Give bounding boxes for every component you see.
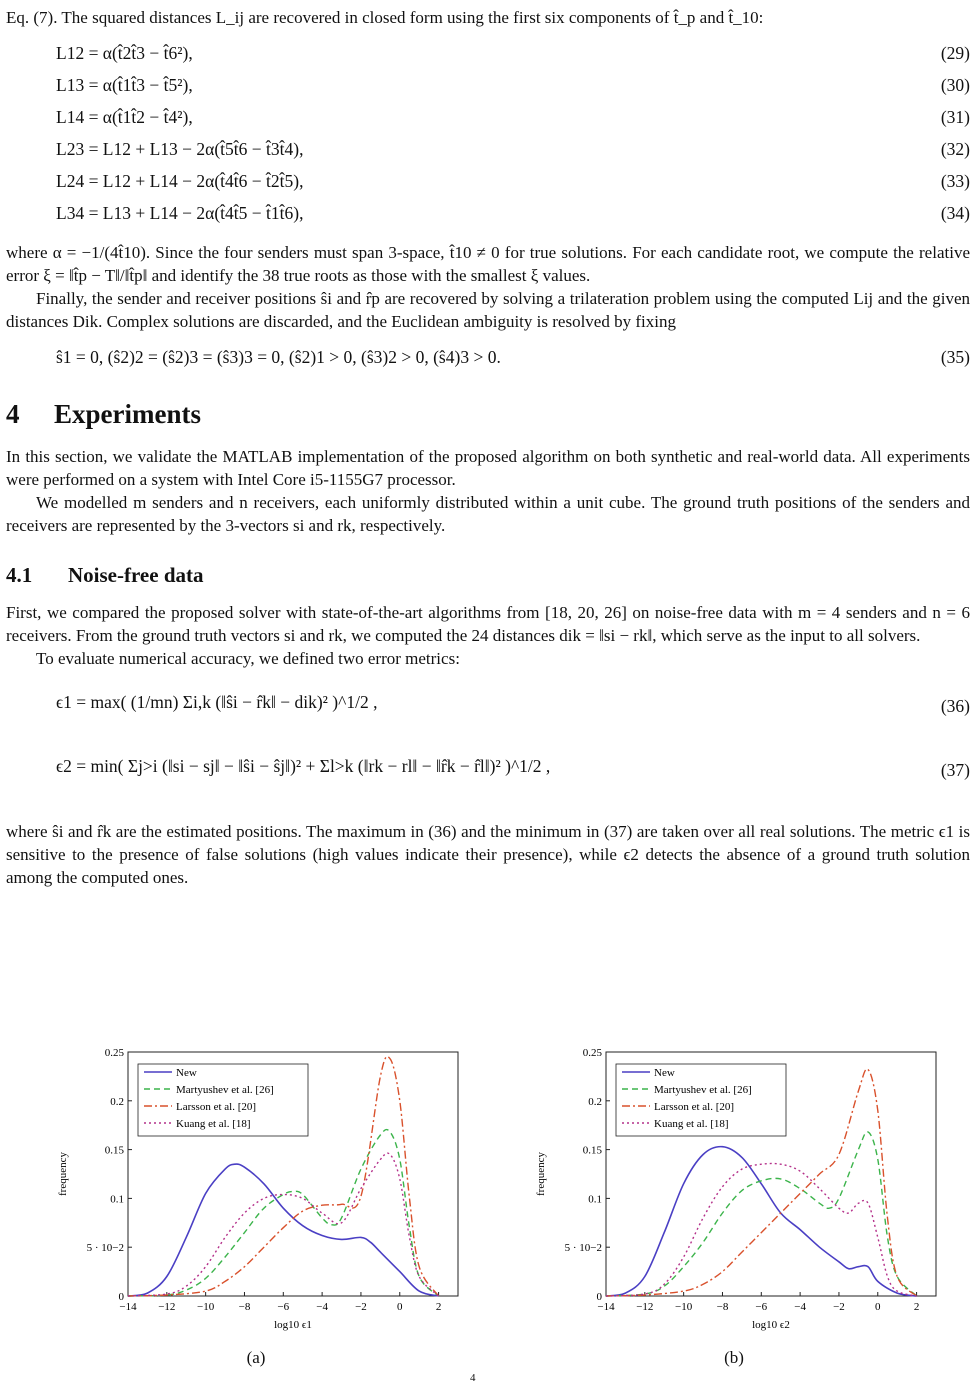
- subsection-heading: [6, 561, 970, 589]
- series-line-new: [128, 1164, 439, 1296]
- y-axis-label: frequency: [57, 1152, 69, 1196]
- x-tick-label: −14: [119, 1301, 137, 1313]
- paper-page: [6, 0, 970, 889]
- y-tick-label: 0.15: [582, 1144, 602, 1157]
- equation-35: ŝ1 = 0, (ŝ2)2 = (ŝ2)3 = (ŝ3)3 = 0, (ŝ2)1 > 0, (ŝ3)2 > 0, (ŝ4)3 > 0. (35): [56, 347, 970, 367]
- x-tick-label: −2: [833, 1301, 845, 1313]
- x-axis-label: log10 ϵ2: [752, 1319, 790, 1331]
- y-tick-label: 0.1: [110, 1193, 124, 1206]
- x-tick-label: −12: [636, 1301, 654, 1313]
- subsection-number: 4.1: [6, 563, 33, 587]
- section-heading: [6, 397, 970, 431]
- series-line-martyushev: [128, 1130, 439, 1296]
- legend-label: Martyushev et al. [26]: [654, 1084, 752, 1096]
- chart-a: [46, 1048, 466, 1348]
- equation-30: L13 = α(t̂1t̂3 − t̂5²), (30): [56, 75, 970, 95]
- para-first: First, we compared the proposed solver with state-of-the-art algorithms from [18, 20, 26] on noise-free data with m = 4 senders and n = 6 receivers. From the ground truth vectors si and rk, we computed the 24 distances dik = ‖si − rk‖, which serve as the input to all solvers.: [6, 603, 970, 645]
- series-line-martyushev: [606, 1132, 917, 1296]
- figure-b: [524, 1048, 944, 1378]
- para-eval: To evaluate numerical accuracy, we defined two error metrics:: [36, 649, 460, 668]
- equation-37: ϵ2 = min( Σj>i (‖si − sj‖ − ‖ŝi − ŝj‖)² + Σl>k (‖rk − rl‖ − ‖r̂k − r̂l‖)² )^1/2 , (37): [56, 756, 970, 780]
- figure-a: [46, 1048, 466, 1378]
- caption-b: (b): [724, 1348, 744, 1367]
- para-section: In this section, we validate the MATLAB implementation of the proposed algorithm on both synthetic and real-world data. All experiments were performed on a system with Intel Core i5-1155G7 processor.: [6, 447, 970, 489]
- legend-label: Kuang et al. [18]: [654, 1118, 729, 1130]
- legend-label: Kuang et al. [18]: [176, 1118, 251, 1130]
- y-tick-label: 0.2: [588, 1095, 602, 1108]
- para-where: where ŝi and r̂k are the estimated positions. The maximum in (36) and the minimum in (37) are taken over all real solutions. The metric ϵ1 is sensitive to the presence of false solutions (high values indicate their presence), while ϵ2 detects the absence of a ground truth solution among the computed ones.: [6, 822, 970, 887]
- y-tick-label: 0.15: [104, 1144, 124, 1157]
- y-tick-label: 0: [596, 1291, 602, 1303]
- x-tick-label: −4: [316, 1301, 328, 1313]
- x-axis-label: log10 ϵ1: [274, 1319, 312, 1331]
- x-tick-label: 0: [875, 1301, 881, 1313]
- series-line-new: [606, 1147, 917, 1296]
- x-tick-label: −14: [597, 1301, 615, 1313]
- equation-31: L14 = α(t̂1t̂2 − t̂4²), (31): [56, 107, 970, 127]
- x-tick-label: −12: [158, 1301, 176, 1313]
- x-tick-label: 2: [913, 1301, 920, 1313]
- series-line-kuang: [128, 1153, 439, 1296]
- para-intro: Eq. (7). The squared distances L_ij are recovered in closed form using the first six components of t̂_p and t̂_10:: [6, 8, 764, 27]
- y-tick-label: 5 · 10−2: [86, 1242, 124, 1255]
- legend-label: Larsson et al. [20]: [176, 1101, 257, 1113]
- legend-label: New: [176, 1067, 197, 1079]
- x-tick-label: 2: [435, 1301, 442, 1313]
- x-tick-label: −8: [238, 1301, 251, 1313]
- equation-29: L12 = α(t̂2t̂3 − t̂6²), (29): [56, 43, 970, 63]
- caption-a: (a): [246, 1348, 266, 1367]
- x-tick-label: −6: [755, 1301, 768, 1313]
- para-finally: Finally, the sender and receiver positions ŝi and r̂p are recovered by solving a trilateration problem using the computed Lij and the given distances Dik. Complex solutions are discarded, and the Euclidean ambiguity is resolved by fixing: [6, 289, 970, 331]
- equation-36: ϵ1 = max( (1/mn) Σi,k (‖ŝi − r̂k‖ − dik)² )^1/2 , (36): [56, 692, 970, 716]
- x-tick-label: 0: [397, 1301, 403, 1313]
- chart-b: [524, 1048, 944, 1348]
- equation-33: L24 = L12 + L14 − 2α(t̂4t̂6 − t̂2t̂5), (33): [56, 171, 970, 191]
- x-tick-label: −10: [675, 1301, 693, 1313]
- para-alpha: where α = −1/(4t̂10). Since the four senders must span 3-space, t̂10 ≠ 0 for true solutions. For each candidate root, we compute the relative error ξ = ‖t̂p − T‖/‖t̂p‖ and identify the 38 true roots as those with the smallest ξ values.: [6, 243, 970, 285]
- section-number: 4: [6, 399, 20, 429]
- y-tick-label: 0.2: [110, 1095, 124, 1108]
- subsection-title: Noise-free data: [68, 563, 204, 587]
- legend-label: New: [654, 1067, 675, 1079]
- equation-34: L34 = L13 + L14 − 2α(t̂4t̂5 − t̂1t̂6), (34): [56, 203, 970, 223]
- equation-block: [6, 37, 970, 229]
- x-tick-label: −8: [716, 1301, 729, 1313]
- section-title: Experiments: [54, 399, 201, 429]
- x-tick-label: −4: [794, 1301, 806, 1313]
- page-number: 4: [470, 1372, 476, 1384]
- legend-label: Martyushev et al. [26]: [176, 1084, 274, 1096]
- y-tick-label: 5 · 10−2: [564, 1242, 602, 1255]
- para-model: We modelled m senders and n receivers, each uniformly distributed within a unit cube. The ground truth positions of the senders and receivers are represented by the 3-vectors si and rk, respectively.: [6, 493, 970, 535]
- y-tick-label: 0.25: [104, 1048, 124, 1059]
- y-tick-label: 0.1: [588, 1193, 602, 1206]
- legend-label: Larsson et al. [20]: [654, 1101, 735, 1113]
- x-tick-label: −10: [197, 1301, 215, 1313]
- y-tick-label: 0.25: [582, 1048, 602, 1059]
- y-axis-label: frequency: [535, 1152, 547, 1196]
- equation-32: L23 = L12 + L13 − 2α(t̂5t̂6 − t̂3t̂4), (32): [56, 139, 970, 159]
- y-tick-label: 0: [118, 1291, 124, 1303]
- x-tick-label: −2: [355, 1301, 367, 1313]
- x-tick-label: −6: [277, 1301, 290, 1313]
